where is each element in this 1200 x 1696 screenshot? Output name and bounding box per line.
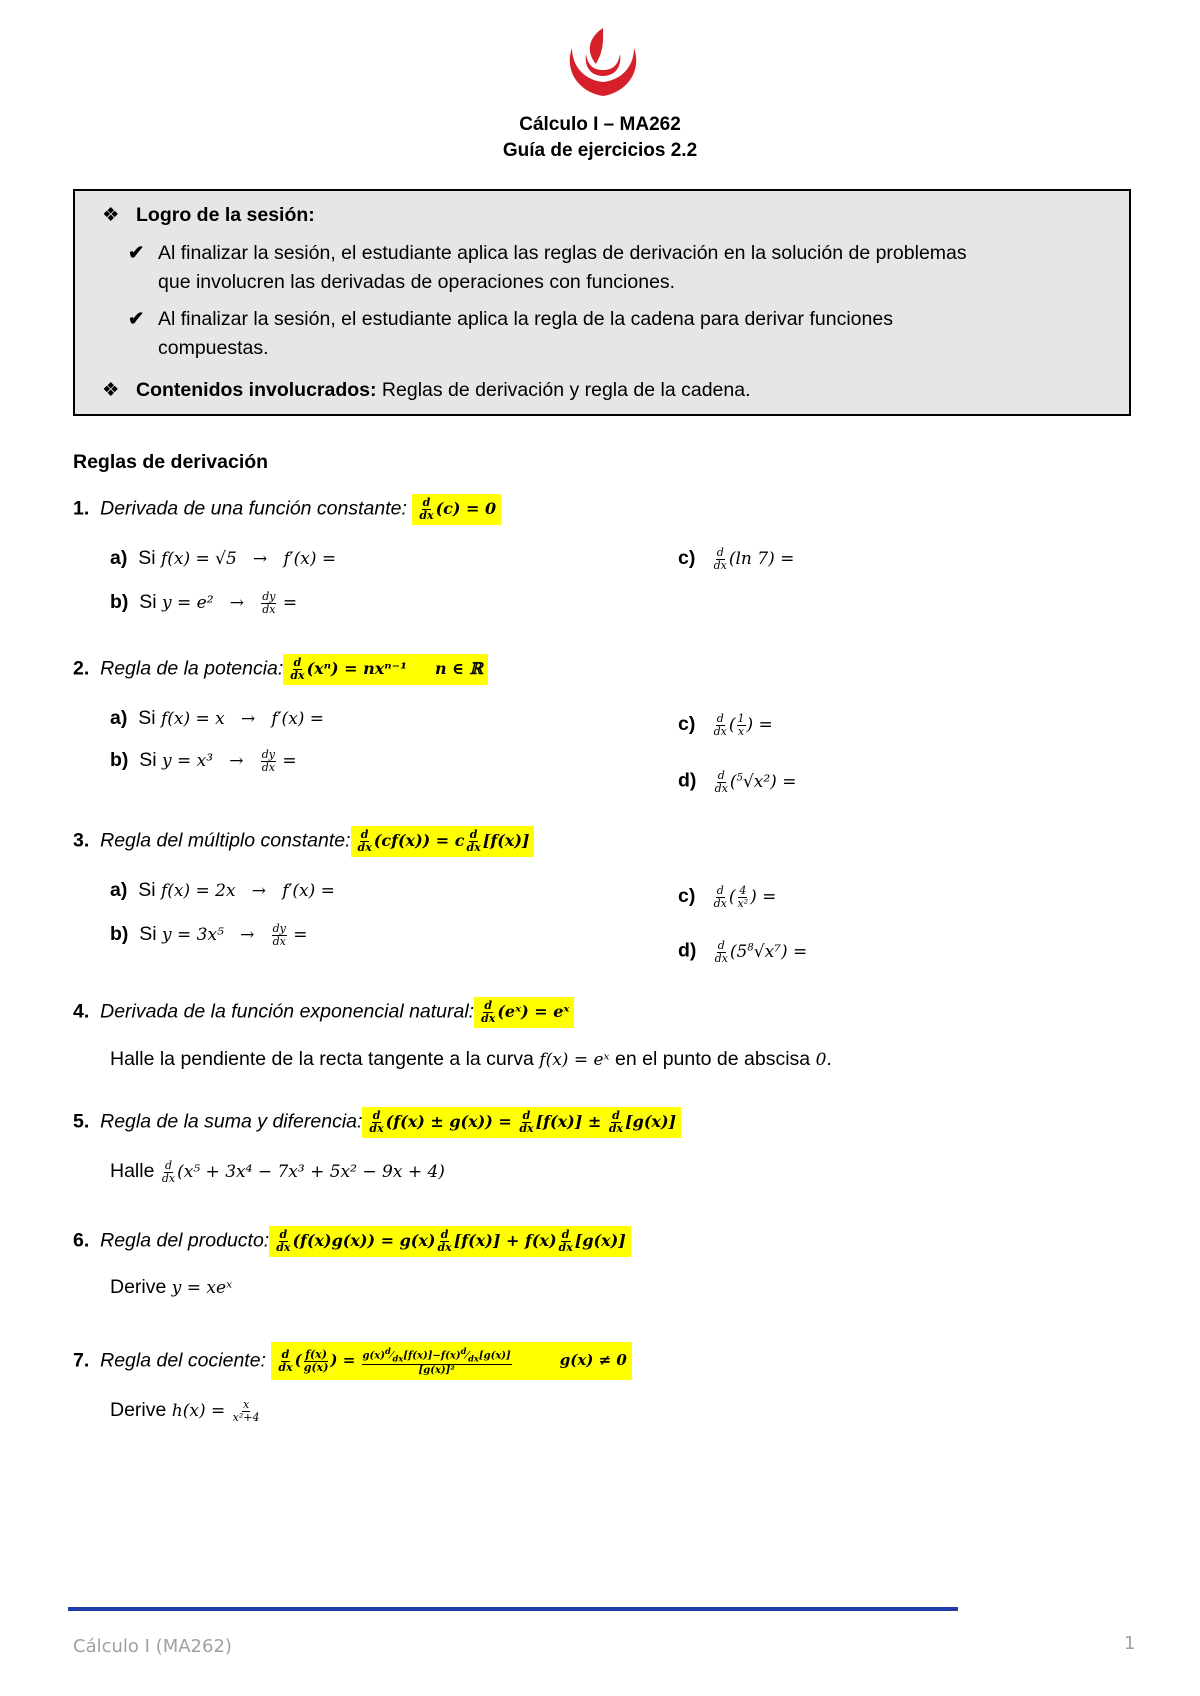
rule-6: 6. Regla del producto: $\frac{d}{dx}$ (f(x)g(x)) = g(x) $\frac{d}{dx}$ [f(x)] + f(x) $\frac{d}{dx}$ [g(x)] bbox=[73, 1226, 631, 1257]
section-title: Reglas de derivación bbox=[73, 451, 269, 473]
objective-line: Al finalizar la sesión, el estudiante aplica la regla de la cadena para derivar funciones bbox=[158, 308, 893, 330]
rule-formula: $\frac{d}{dx}$ (c) = 0 bbox=[412, 494, 501, 525]
rule-2: 2. Regla de la potencia: $\frac{d}{dx}$ (xⁿ) = nxⁿ⁻¹ n ∈ ℝ bbox=[73, 654, 488, 685]
rule-7: 7. Regla del cociente: $\frac{d}{dx}$ ( $\frac{f(x)}{g(x)}$ ) = $\frac{g(x)^d⁄_{dx}[f(x)]-f(x)^d⁄_{dx}[g(x)]}{\text{[g(x)]²}}$ g(x) ≠ 0 bbox=[73, 1342, 632, 1380]
contenidos-text: Reglas de derivación y regla de la cadena. bbox=[376, 379, 751, 401]
rule-3: 3. Regla del múltiplo constante: $\frac{d}{dx}$ (cf(x)) = c $\frac{d}{dx}$ [f(x)] bbox=[73, 826, 534, 857]
logro-label: Logro de la sesión: bbox=[136, 204, 315, 226]
exercise-3c: c) $\frac{d}{dx}$ ( $\frac{4}{\text{x²}}$ ) = bbox=[678, 884, 777, 910]
document-title: Cálculo I – MA262 bbox=[519, 114, 681, 135]
university-logo bbox=[562, 26, 644, 98]
objective-line: compuestas. bbox=[158, 337, 269, 359]
objective-line: Al finalizar la sesión, el estudiante aplica las reglas de derivación en la solución de problemas bbox=[158, 242, 967, 264]
exercise-3d: d) $\frac{d}{dx}$ $(5^8√x^7)$ = bbox=[678, 938, 808, 965]
check-icon: ✔ bbox=[128, 308, 145, 330]
check-icon: ✔ bbox=[128, 242, 145, 264]
rule-formula: $\frac{d}{dx}$ (xⁿ) = nxⁿ⁻¹ n ∈ ℝ bbox=[283, 654, 488, 685]
exercise-2a: a) Si f(x) = x → f′(x) = bbox=[110, 707, 325, 729]
exercise-4: Halle la pendiente de la recta tangente a la curva f(x) = eˣ en el punto de abscisa 0. bbox=[110, 1048, 832, 1070]
exercise-2b: b) Si y = x³ → $\frac{dy}{dx}$ = bbox=[110, 748, 297, 774]
rule-name: Derivada de una función constante: bbox=[100, 497, 407, 520]
rule-1 bbox=[73, 494, 501, 525]
exercise-2d: d) $\frac{d}{dx}$ ($^5$√x²) = bbox=[678, 768, 797, 795]
diamond-bullet-icon: ❖ bbox=[102, 204, 120, 226]
exercise-3a: a) Si f(x) = 2x → f′(x) = bbox=[110, 879, 335, 901]
contenidos-label: Contenidos involucrados: bbox=[136, 379, 377, 401]
diamond-bullet-icon: ❖ bbox=[102, 379, 120, 401]
rule-4: 4. Derivada de la función exponencial natural: $\frac{d}{dx}$ (eˣ) = eˣ bbox=[73, 997, 574, 1028]
exercise-6: Derive y = xeˣ bbox=[110, 1276, 233, 1298]
rule-formula: $\frac{d}{dx}$ (cf(x)) = c $\frac{d}{dx}$ [f(x)] bbox=[351, 826, 535, 857]
exercise-1b: b) Si y = e² → $\frac{dy}{dx}$ = bbox=[110, 590, 298, 616]
objective-line: que involucren las derivadas de operaciones con funciones. bbox=[158, 271, 676, 293]
footer-rule bbox=[68, 1607, 958, 1611]
rule-formula: $\frac{d}{dx}$ (eˣ) = eˣ bbox=[474, 997, 574, 1028]
contenidos-line bbox=[136, 379, 751, 401]
exercise-5: Halle $\frac{d}{dx}$ (x⁵ + 3x⁴ − 7x³ + 5x² − 9x + 4) bbox=[110, 1159, 445, 1185]
rule-formula: $\frac{d}{dx}$ ( $\frac{f(x)}{g(x)}$ ) = $\frac{g(x)^d⁄_{dx}[f(x)]-f(x)^d⁄_{dx}[g(x)]}{\text{[g(x)]²}}$ g(x) ≠ 0 bbox=[271, 1342, 631, 1380]
document-subtitle: Guía de ejercicios 2.2 bbox=[502, 140, 698, 161]
exercise-1c: c) $\frac{d}{dx}$ (ln 7) = bbox=[678, 546, 795, 572]
exercise-3b: b) Si y = 3x⁵ → $\frac{dy}{dx}$ = bbox=[110, 922, 308, 948]
exercise-7: Derive h(x) = $\frac{x}{\text{x²+4}}$ bbox=[110, 1398, 260, 1424]
footer-course: Cálculo I (MA262) bbox=[73, 1636, 232, 1657]
rule-5: 5. Regla de la suma y diferencia: $\frac{d}{dx}$ (f(x) ± g(x)) = $\frac{d}{dx}$ [f(x)] ± $\frac{d}{dx}$ [g(x)] bbox=[73, 1107, 681, 1138]
page-number: 1 bbox=[1124, 1633, 1136, 1654]
rule-number: 1. bbox=[73, 497, 90, 520]
rule-formula: $\frac{d}{dx}$ (f(x)g(x)) = g(x) $\frac{d}{dx}$ [f(x)] + f(x) $\frac{d}{dx}$ [g(x)] bbox=[269, 1226, 631, 1257]
exercise-1a: a) Si f(x) = √5 → f′(x) = bbox=[110, 547, 337, 569]
exercise-2c: c) $\frac{d}{dx}$ ( $\frac{1}{x}$ ) = bbox=[678, 712, 773, 738]
rule-formula: $\frac{d}{dx}$ (f(x) ± g(x)) = $\frac{d}{dx}$ [f(x)] ± $\frac{d}{dx}$ [g(x)] bbox=[362, 1107, 681, 1138]
